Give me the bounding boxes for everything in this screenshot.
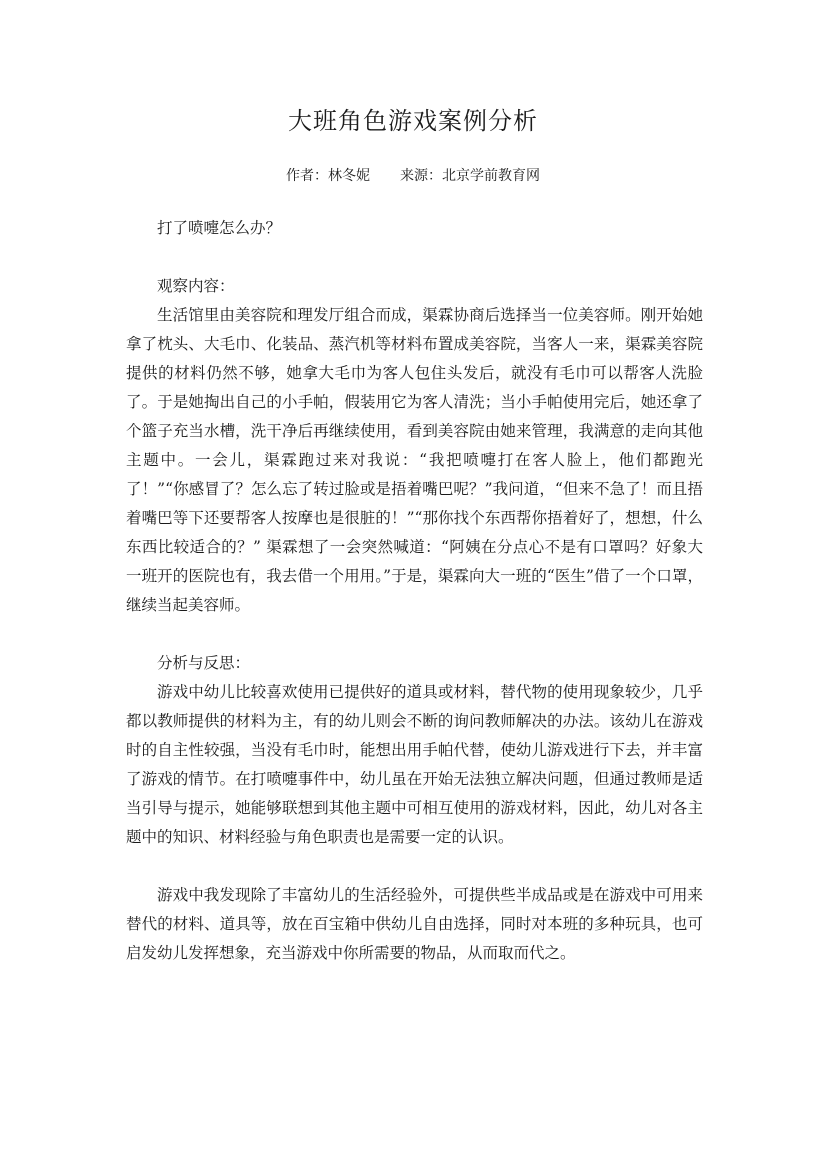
observation-heading: 观察内容： — [157, 277, 235, 295]
observation-paragraph: 生活馆里由美容院和理发厅组合而成，渠霖协商后选择当一位美容师。刚开始她拿了枕头、大毛巾、化装品、蒸汽机等材料布置成美容院，当客人一来，渠霖美容院提供的材料仍然不够，她拿大毛巾为客人包住头发后，就没有毛巾可以帮客人洗脸了。于是她掏出自己的小手帕，假装用它为客人清洗；当小手帕使用完后，她还拿了个篮子充当水槽，洗干净后再继续使用，看到美容院由她来管理，我满意的走向其他主题中。一会儿，渠霖跑过来对我说：“我把喷嚏打在客人脸上，他们都跑光了！”“你感冒了？怎么忘了转过脸或是捂着嘴巴呢？”我问道，“但来不急了！而且捂着嘴巴等下还要帮客人按摩也是很脏的！”“那你找个东西帮你捂着好了，想想，什么东西比较适合的？” 渠霖想了一会突然喊道：“阿姨在分点心不是有口罩吗？好象大一班开的医院也有，我去借一个用用。”于是，渠霖向大一班的“医生”借了一个口罩，继续当起美容师。 — [126, 306, 703, 614]
document-title: 大班角色游戏案例分析 — [288, 107, 538, 135]
analysis-paragraph: 游戏中幼儿比较喜欢使用已提供好的道具或材料，替代物的使用现象较少，几乎都以教师提供的材料为主，有的幼儿则会不断的询问教师解决的办法。该幼儿在游戏时的自主性较强，当没有毛巾时，能想出用手帕代替，使幼儿游戏进行下去，并丰富了游戏的情节。在打喷嚏事件中，幼儿虽在开始无法独立解决问题，但通过教师是适当引导与提示，她能够联想到其他主题中可相互使用的游戏材料，因此，幼儿对各主题中的知识、材料经验与角色职责也是需要一定的认识。 — [126, 683, 703, 846]
paragraph-spacer — [126, 243, 703, 272]
byline — [0, 166, 826, 186]
document-body — [126, 214, 703, 968]
conclusion-paragraph: 游戏中我发现除了丰富幼儿的生活经验外，可提供些半成品或是在游戏中可用来替代的材料、道具等，放在百宝箱中供幼儿自由选择，同时对本班的多种玩具，也可启发幼儿发挥想象，充当游戏中你所需要的物品，从而取而代之。 — [126, 886, 703, 962]
source-label: 来源：北京学前教育网 — [400, 168, 540, 184]
author-label: 作者：林冬妮 — [286, 168, 370, 184]
analysis-heading: 分析与反思： — [157, 654, 251, 672]
paragraph-spacer — [126, 852, 703, 881]
paragraph-spacer — [126, 620, 703, 649]
question-heading: 打了喷嚏怎么办？ — [157, 219, 282, 237]
